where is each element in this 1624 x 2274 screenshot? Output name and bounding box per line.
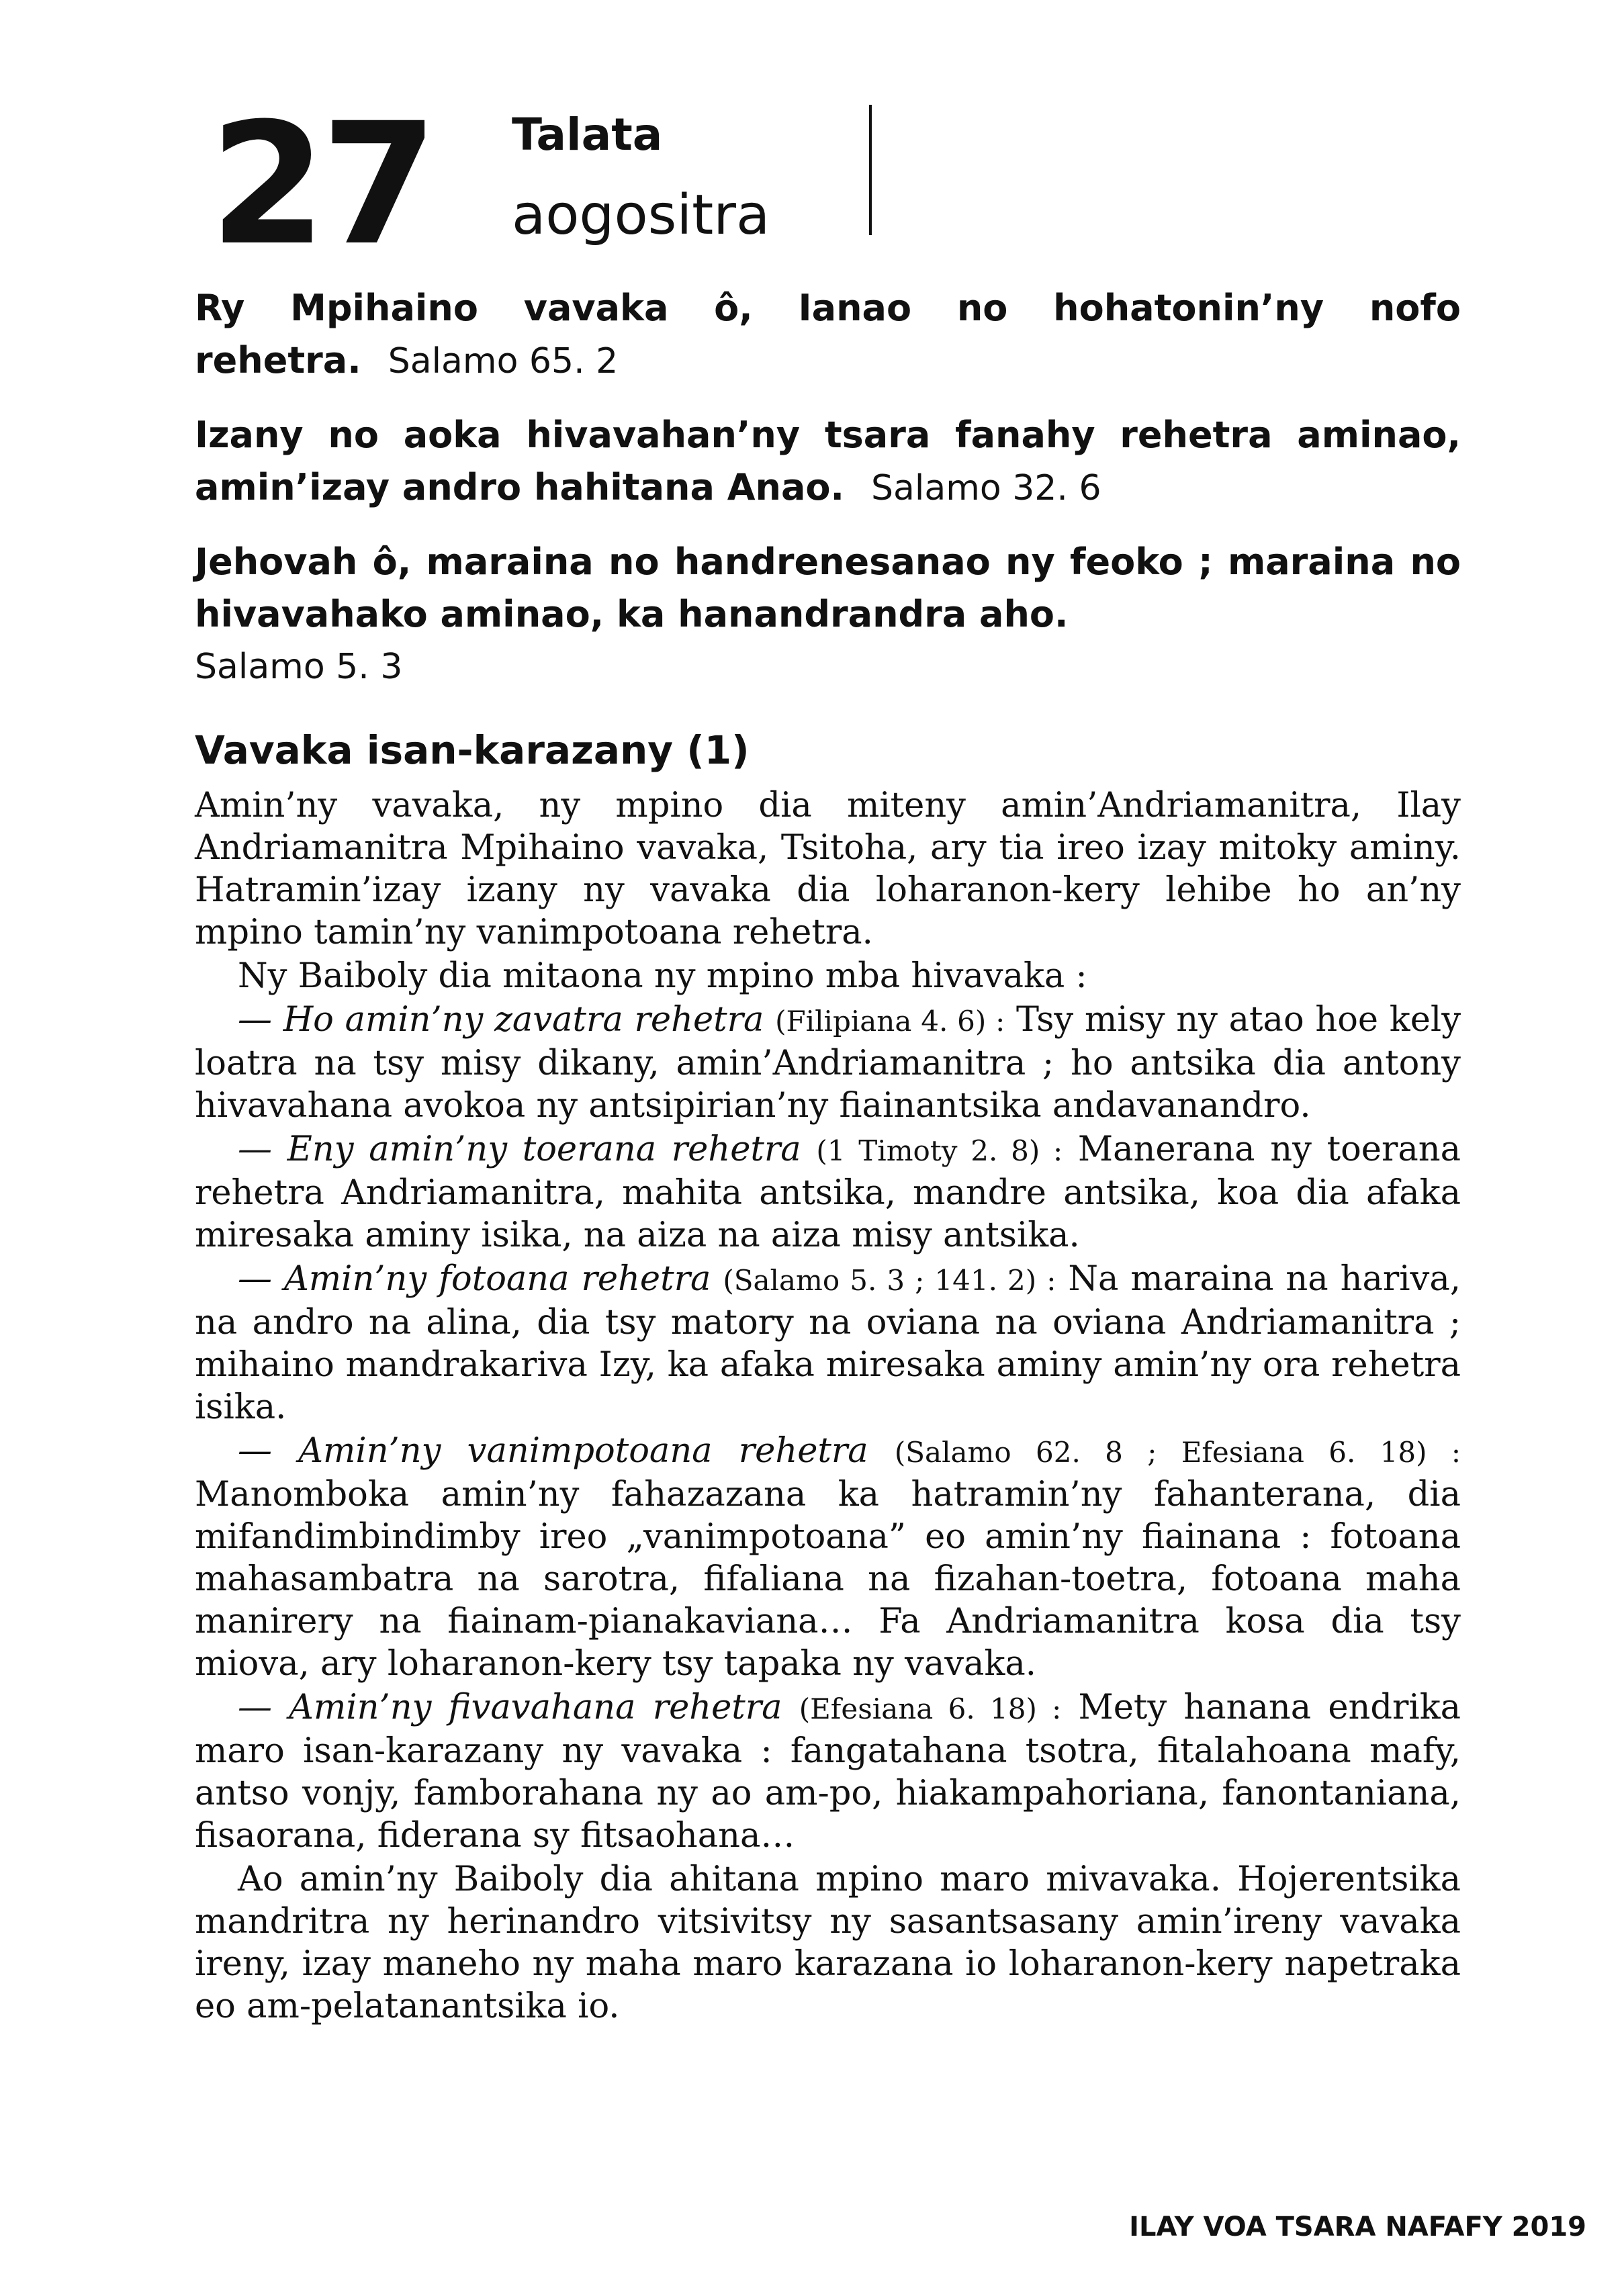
verse-item	[195, 409, 1461, 514]
paragraph-lead: — Ho amin’ny zavatra rehetra	[238, 1000, 764, 1040]
verse-text: Izany no aoka hivavahan’ny tsara fanahy rehetra aminao, amin’izay andro hahitana Anao.	[195, 414, 1461, 508]
verse-reference: Salamo 65. 2	[388, 341, 619, 381]
footer-publication-title: ILAY VOA TSARA NAFAFY 2019	[1129, 2212, 1586, 2242]
paragraph-reference: (Salamo 5. 3 ; 141. 2) :	[723, 1264, 1056, 1297]
verse-reference: Salamo 5. 3	[195, 647, 403, 687]
paragraph-text: Ao amin’ny Baiboly dia ahitana mpino maro mivavaka. Hojerentsika mandritra ny herinandro vitsivitsy ny sasantsasany amin’ireny vavaka ireny, izay maneho ny maha maro karazana io loharanon-kery napetraka eo am-pelatanantsika io.	[195, 1860, 1461, 2026]
body-paragraph	[195, 1686, 1461, 1857]
verse-list	[195, 282, 1461, 715]
article-body	[195, 784, 1461, 2028]
paragraph-reference: (Salamo 62. 8 ; Efesiana 6. 18) :	[894, 1436, 1461, 1469]
paragraph-text: Tsy misy ny atao hoe kely loatra na tsy misy dikany, amin’Andriamanitra ; ho antsika dia antony hivavahana avokoa ny antsipirian’ny fiainantsika andavanandro.	[195, 1000, 1461, 1126]
body-paragraph	[195, 784, 1461, 954]
body-paragraph	[195, 1858, 1461, 2028]
paragraph-text: Manerana ny toerana rehetra Andriamanitra, mahita antsika, mandre antsika, koa dia afaka miresaka aminy isika, na aiza na aiza misy antsika.	[195, 1130, 1461, 1255]
paragraph-text: Manomboka amin’ny fahazazana ka hatramin’ny fahanterana, dia mifandimbindimby ireo „vanimpotoana” eo amin’ny fiainana : fotoana mahasambatra na sarotra, fifaliana na fizahan-toetra, fotoana maha manirery na fiainam-pianakaviana… Fa Andriamanitra kosa dia tsy miova, ary loharanon-kery tsy tapaka ny vavaka.	[195, 1475, 1461, 1684]
verse-item	[195, 536, 1461, 693]
body-paragraph	[195, 955, 1461, 997]
paragraph-text: Na maraina na hariva, na andro na alina, dia tsy matory na oviana na oviana Andriamanitra ; mihaino mandrakariva Izy, ka afaka miresaka aminy amin’ny ora rehetra isika.	[195, 1259, 1461, 1427]
verse-text: Jehovah ô, maraina no handrenesanao ny feoko ; maraina no hivavahako aminao, ka hanandrandra aho.	[195, 541, 1461, 635]
body-paragraph	[195, 1258, 1461, 1428]
paragraph-text: Amin’ny vavaka, ny mpino dia miteny amin’Andriamanitra, Ilay Andriamanitra Mpihaino vavaka, Tsitoha, ary tia ireo izay mitoky aminy. Hatramin’izay izany ny vavaka dia loharanon-kery lehibe ho an’ny mpino tamin’ny vanimpotoana rehetra.	[195, 786, 1461, 952]
verse-item	[195, 282, 1461, 388]
day-number: 27	[210, 87, 433, 282]
paragraph-lead: — Eny amin’ny toerana rehetra	[238, 1130, 801, 1169]
paragraph-text: Ny Baiboly dia mitaona ny mpino mba hivavaka :	[238, 956, 1087, 996]
paragraph-reference: (Filipiana 4. 6) :	[775, 1005, 1005, 1038]
paragraph-lead: — Amin’ny vanimpotoana rehetra	[238, 1431, 868, 1471]
paragraph-reference: (1 Timoty 2. 8) :	[816, 1134, 1063, 1167]
paragraph-text: Mety hanana endrika maro isan-karazany ny vavaka : fangatahana tsotra, fitalahoana mafy, antso vonjy, famborahana ny ao am-po, hiakampahoriana, fanontaniana, fisaorana, fiderana sy fitsaohana…	[195, 1688, 1461, 1856]
paragraph-reference: (Efesiana 6. 18) :	[799, 1692, 1062, 1725]
verse-text: Ry Mpihaino vavaka ô, Ianao no hohatonin’ny nofo rehetra.	[195, 287, 1461, 381]
paragraph-lead: — Amin’ny fotoana rehetra	[238, 1259, 711, 1299]
body-paragraph	[195, 1128, 1461, 1257]
header-divider	[869, 105, 872, 235]
body-paragraph	[195, 999, 1461, 1127]
month-label: aogositra	[512, 183, 770, 247]
weekday-label: Talata	[512, 109, 663, 161]
section-title: Vavaka isan-karazany (1)	[195, 727, 750, 773]
body-paragraph	[195, 1430, 1461, 1685]
paragraph-lead: — Amin’ny fivavahana rehetra	[238, 1688, 782, 1727]
verse-reference: Salamo 32. 6	[871, 468, 1101, 508]
